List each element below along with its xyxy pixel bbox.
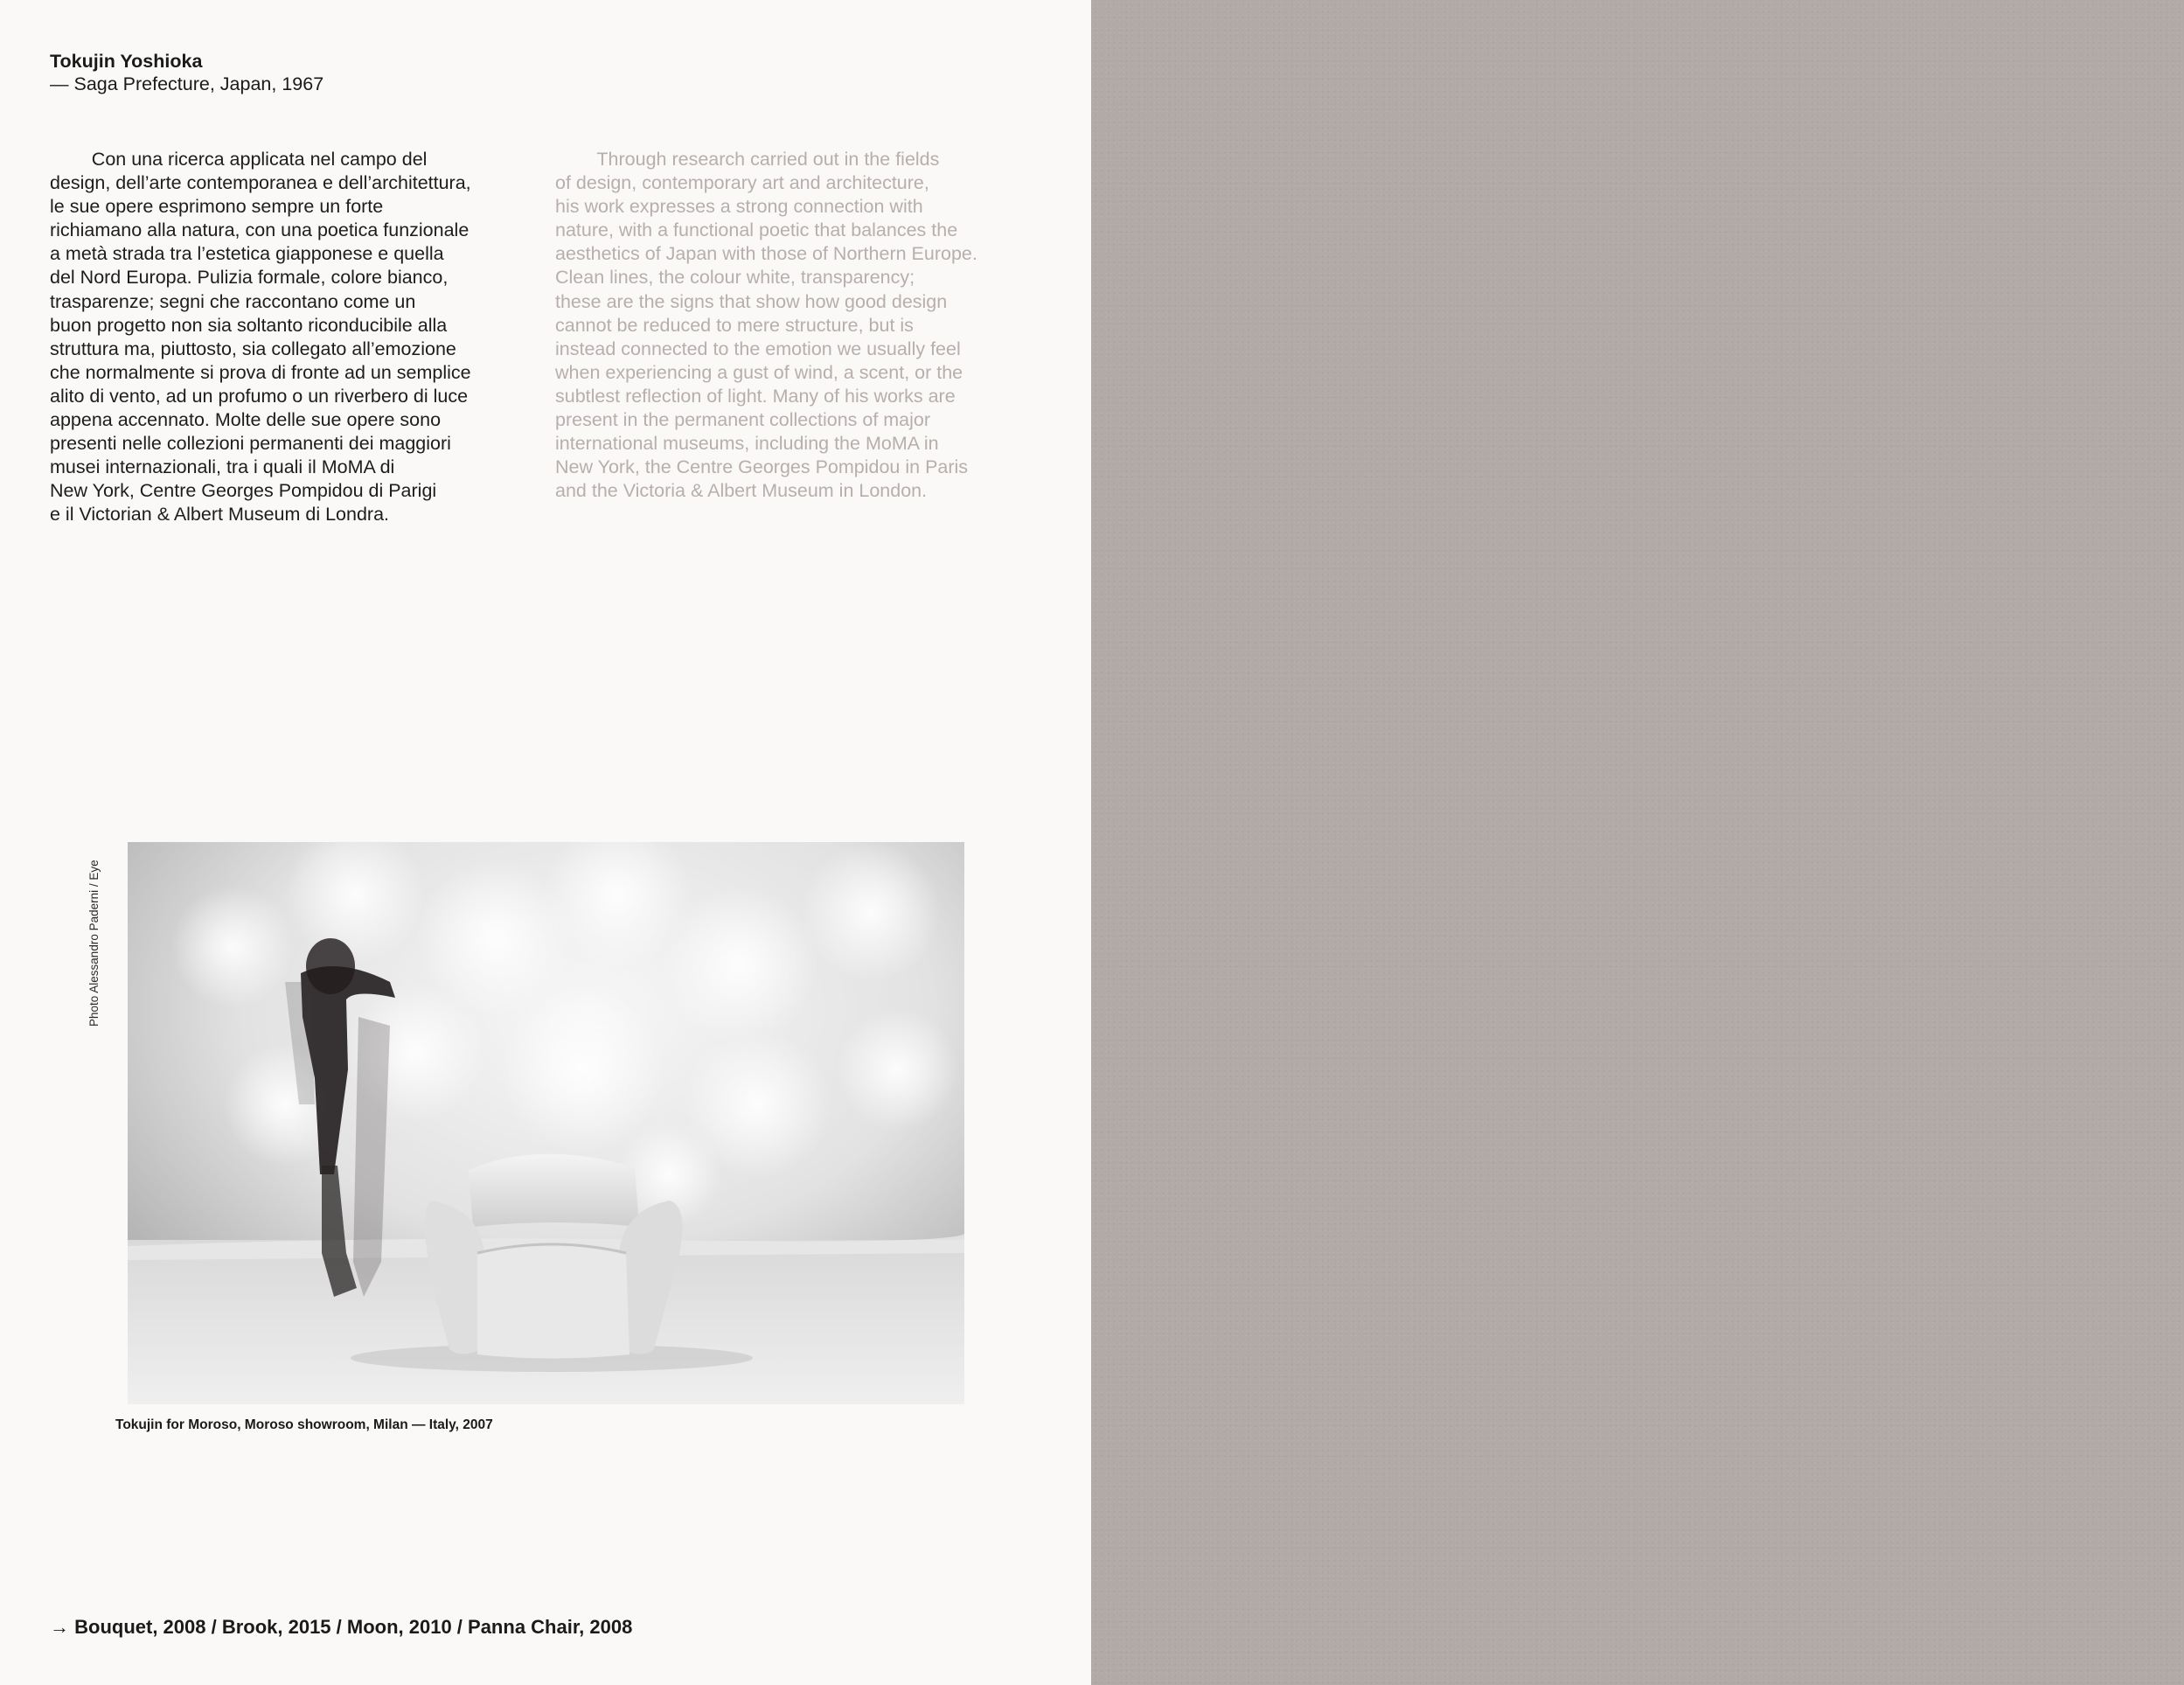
photo-caption: Tokujin for Moroso, Moroso showroom, Milan — Italy, 2007 bbox=[115, 1417, 493, 1432]
showroom-photo-drawing bbox=[128, 842, 964, 1404]
showroom-photo bbox=[128, 842, 964, 1404]
author-name: Tokujin Yoshioka bbox=[50, 51, 203, 72]
italian-text: Con una ricerca applicata nel campo del design, dell’arte contemporanea e dell’architettura, le sue opere esprimono sempre un forte richiamano alla natura, con una poetica funzionale a metà strada tra l’estetica giapponese e quella del Nord Europa. Pulizia formale, colore bianco, trasparenze; segni che raccontano come un buon progetto non sia soltanto riconducibile alla struttura ma, piuttosto, sia collegato all’emozione che normalmente si prova di fronte ad un semplice alito di vento, ad un profumo o un riverbero di luce appena accennato. Molte delle sue opere sono presenti nelle collezioni permanenti dei maggiori musei internazionali, tra i quali il MoMA di New York, Centre Georges Pompidou di Parigi e il Victorian & Albert Museum di Londra. bbox=[50, 149, 471, 526]
left-page bbox=[0, 0, 1091, 1685]
related-works: → Bouquet, 2008 / Brook, 2015 / Moon, 2010 / Panna Chair, 2008 bbox=[50, 1616, 633, 1638]
author-origin: — Saga Prefecture, Japan, 1967 bbox=[50, 73, 324, 94]
photo-credit: Photo Alessandro Paderni / Eye bbox=[87, 860, 101, 1027]
right-page bbox=[1091, 0, 2184, 1685]
english-text: Through research carried out in the fields of design, contemporary art and architecture, his work expresses a strong connection with nature, with a functional poetic that balances the aesthetics of Japan with those of Northern Europe. Clean lines, the colour white, transparency; these are the signs that show how good design cannot be reduced to mere structure, but is instead connected to the emotion we usually feel when experiencing a gust of wind, a scent, or the subtlest reflection of light. Many of his works are present in the permanent collections of major international museums, including the MoMA in New York, the Centre Georges Pompidou in Paris and the Victoria & Albert Museum in London. bbox=[555, 149, 977, 502]
